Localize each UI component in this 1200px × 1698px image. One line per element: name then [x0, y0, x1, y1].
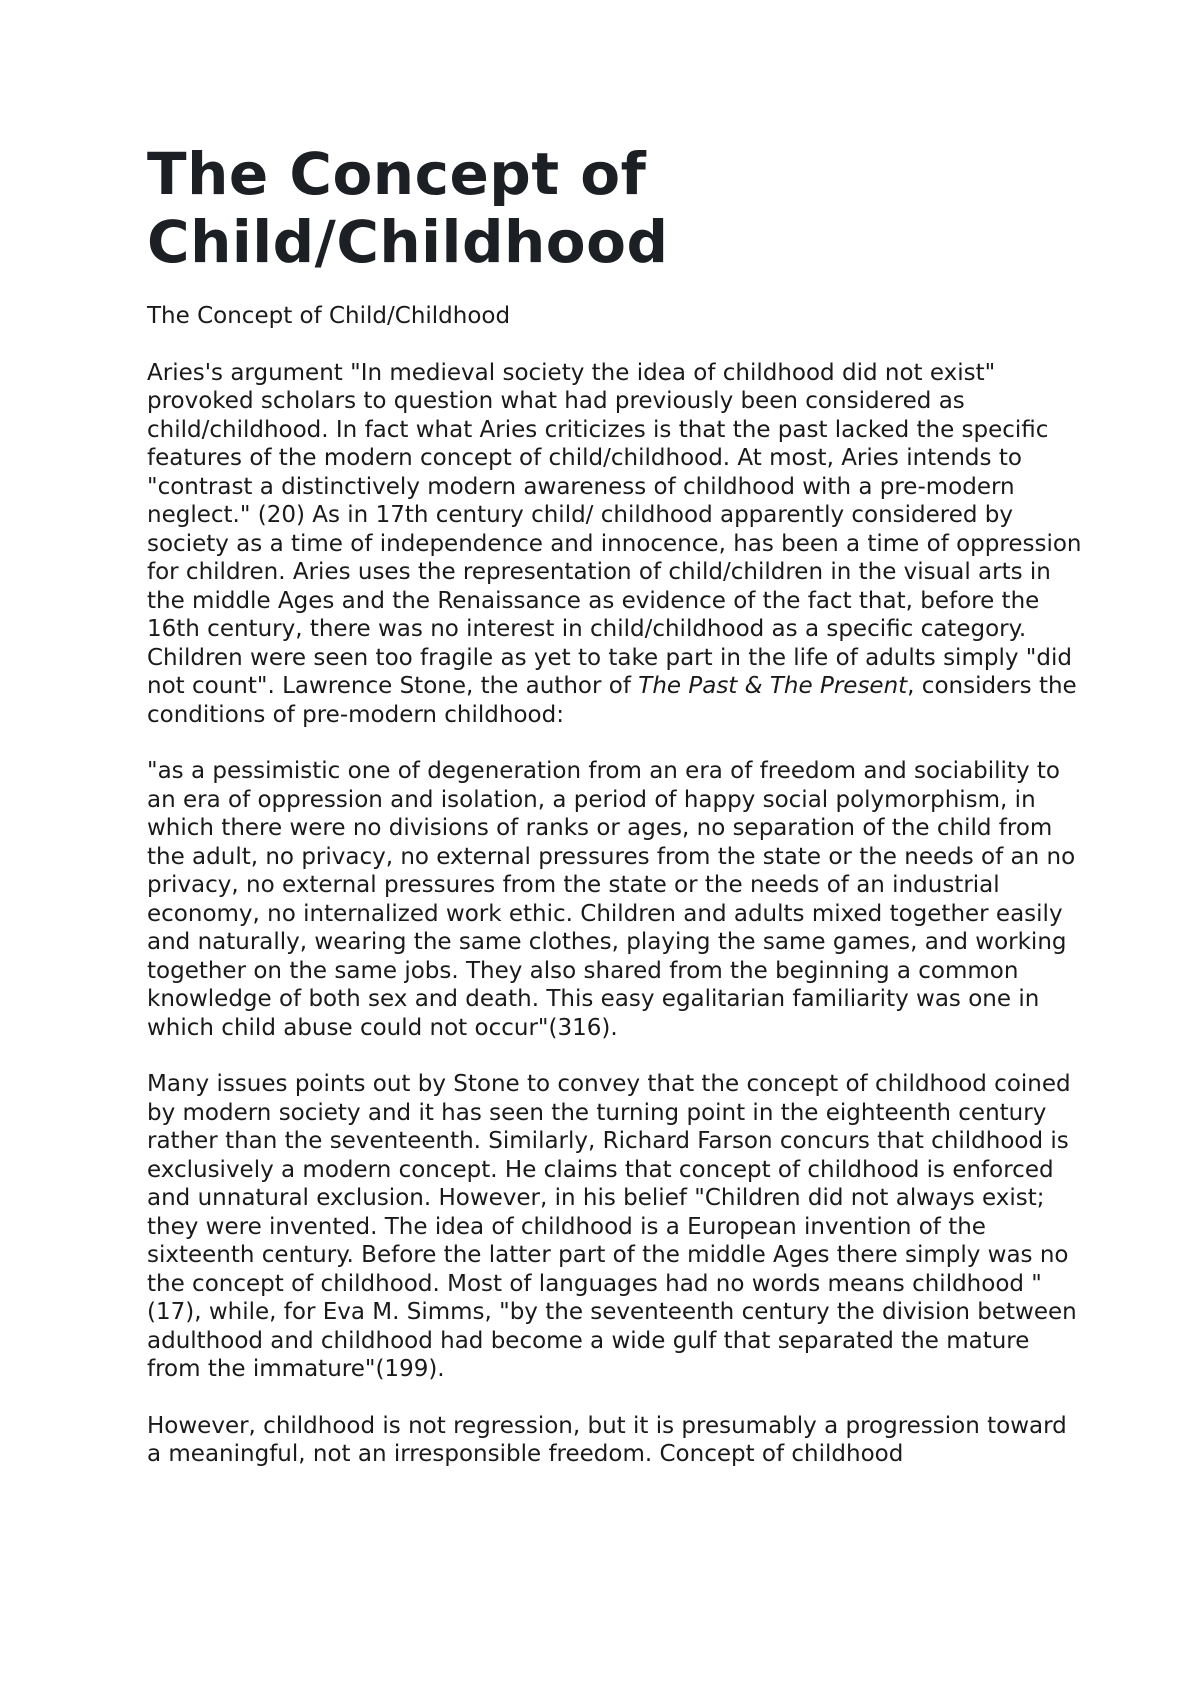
- paragraph-text: , considers the conditions of pre-modern childhood:: [147, 673, 1077, 728]
- document-page: [147, 140, 1087, 1469]
- book-title-italic: The Past & The Present: [638, 673, 908, 699]
- paragraph-aries-argument: [147, 359, 1087, 730]
- document-subtitle: The Concept of Child/Childhood: [147, 303, 511, 329]
- paragraph-progression: However, childhood is not regression, but it is presumably a progression toward a meaningful, not an irresponsible freedom. Concept of childhood: [147, 1412, 1067, 1467]
- paragraph-stone-quote: "as a pessimistic one of degeneration from an era of freedom and sociability to an era of oppression and isolation, a period of happy social polymorphism, in which there were no divisions of ranks or ages, no separation of the child from the adult, no privacy, no external pressures from the state or the needs of an no privacy, no external pressures from the state or the needs of an industrial economy, no internalized work ethic. Children and adults mixed together easily and naturally, wearing the same clothes, playing the same games, and working together on the same jobs. They also shared from the beginning a common knowledge of both sex and death. This easy egalitarian familiarity was one in which child abuse could not occur"(316).: [147, 758, 1076, 1041]
- paragraph-farson-simms: Many issues points out by Stone to convey that the concept of childhood coined by modern society and it has seen the turning point in the eighteenth century rather than the seventeenth. Similarly, Richard Farson concurs that childhood is exclusively a modern concept. He claims that concept of childhood is enforced and unnatural exclusion. However, in his belief "Children did not always exist; they were invented. The idea of childhood is a European invention of the sixteenth century. Before the latter part of the middle Ages there simply was no the concept of childhood. Most of languages had no words means childhood "(17), while, for Eva M. Simms, "by the seventeenth century the division between adulthood and childhood had become a wide gulf that separated the mature from the immature"(199).: [147, 1071, 1077, 1382]
- paragraph-text: Aries's argument "In medieval society the idea of childhood did not exist" provoked scholars to question what had previously been considered as child/childhood. In fact what Aries criticizes is that the past lacked the specific features of the modern concept of child/childhood. At most, Aries intends to "contrast a distinctively modern awareness of childhood with a pre-modern neglect." (20) As in 17th century child/ childhood apparently considered by society as a time of independence and innocence, has been a time of oppression for children. Aries uses the representation of child/children in the visual arts in the middle Ages and the Renaissance as evidence of the fact that, before the 16th century, there was no interest in child/childhood as a specific category. Children were seen too fragile as yet to take part in the life of adults simply "did not count". Lawrence Stone, the author of: [147, 359, 1082, 699]
- document-title: The Concept of Child/Childhood: [147, 140, 669, 276]
